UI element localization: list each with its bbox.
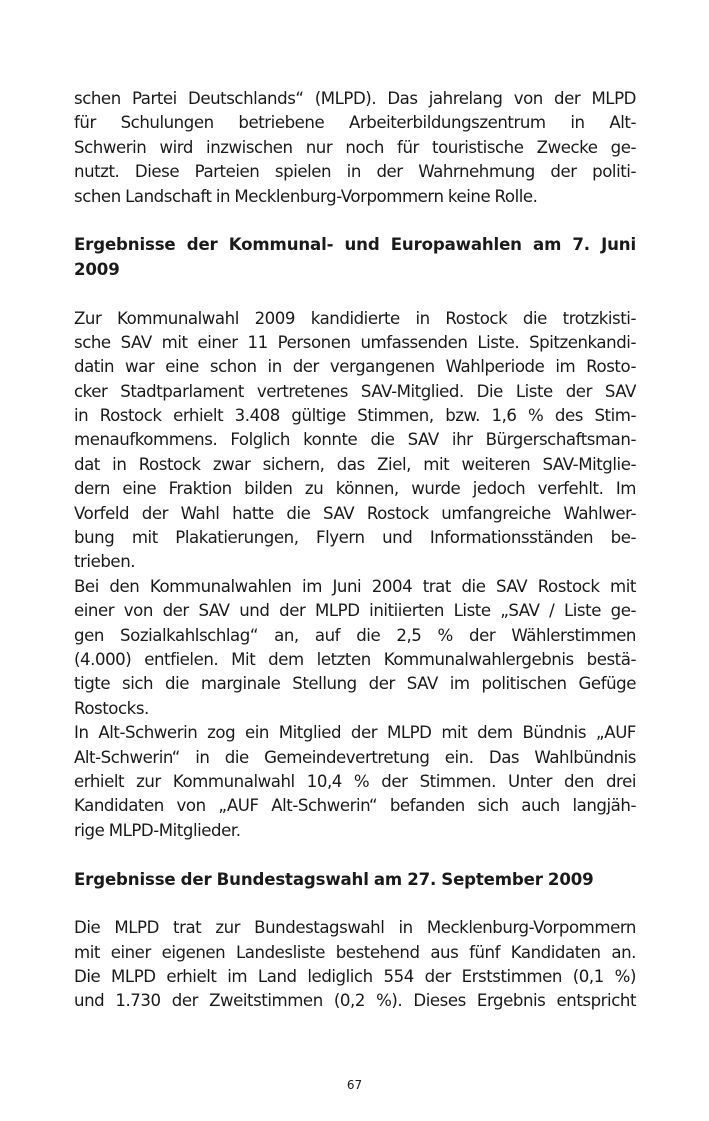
text-line: cker Stadtparlament vertretenes SAV-Mitglied. Die Liste der SAV [74,381,636,401]
text-line: trieben. [74,552,136,572]
text-line: Rostocks. [74,698,149,718]
text-line: für Schulungen betriebene Arbeiterbildungszentrum in Alt- [74,113,636,133]
text-line: rige MLPD-Mitglieder. [74,820,241,840]
text-line: nutzt. Diese Parteien spielen in der Wahrnehmung der politi- [74,162,636,182]
text-line: datin war eine schon in der vergangenen Wahlperiode im Rosto- [74,357,636,377]
section-heading-bundestagswahl [74,868,636,892]
text-line: schen Landschaft in Mecklenburg-Vorpommern keine Rolle. [74,186,538,206]
text-line: gen Sozialkahlschlag“ an, auf die 2,5 % der Wählerstimmen [74,625,636,645]
paragraph-spacer [74,892,636,916]
paragraph-alt-schwerin [74,721,636,843]
text-line: tigte sich die marginale Stellung der SAV im politischen Gefüge [74,674,636,694]
paragraph-mlpd-bundestagswahl [74,916,636,1014]
text-line: Bei den Kommunalwahlen im Juni 2004 trat die SAV Rostock mit [74,576,636,596]
text-line: Kandidaten von „AUF Alt-Schwerin“ befanden sich auch langjäh- [74,796,636,816]
paragraph-sav-rostock-2004 [74,575,636,721]
text-line: einer von der SAV und der MLPD initiierten Liste „SAV / Liste ge- [74,601,636,621]
paragraph-sav-rostock-2009 [74,307,636,575]
text-line: menaufkommens. Folglich konnte die SAV ihr Bürgerschaftsman- [74,430,636,450]
text-line: Alt-Schwerin“ in die Gemeindevertretung ein. Das Wahlbündnis [74,747,636,767]
text-line: Vorfeld der Wahl hatte die SAV Rostock umfangreiche Wahlwer- [74,503,636,523]
text-line: in Rostock erhielt 3.408 gültige Stimmen, bzw. 1,6 % des Stim- [74,406,636,426]
text-line: bung mit Plakatierungen, Flyern und Informationsständen be- [74,528,636,548]
heading-line: 2009 [74,259,120,279]
paragraph-spacer [74,209,636,233]
text-line: dat in Rostock zwar sichern, das Ziel, mit weiteren SAV-Mitglie- [74,454,636,474]
text-line: Zur Kommunalwahl 2009 kandidierte in Rostock die trotzkisti- [74,308,636,328]
paragraph-spacer [74,282,636,306]
text-line: sche SAV mit einer 11 Personen umfassenden Liste. Spitzenkandi- [74,332,636,352]
text-line: und 1.730 der Zweitstimmen (0,2 %). Dieses Ergebnis entspricht [74,991,636,1011]
text-line: dern eine Fraktion bilden zu können, wurde jedoch verfehlt. Im [74,479,636,499]
text-line: In Alt-Schwerin zog ein Mitglied der MLPD mit dem Bündnis „AUF [74,723,636,743]
heading-line: Ergebnisse der Kommunal- und Europawahlen am 7. Juni [74,235,636,255]
heading-line: Ergebnisse der Bundestagswahl am 27. September 2009 [74,869,594,889]
text-line: mit einer eigenen Landesliste bestehend aus fünf Kandidaten an. [74,942,636,962]
text-line: schen Partei Deutschlands“ (MLPD). Das jahrelang von der MLPD [74,89,636,108]
text-line: (4.000) entfielen. Mit dem letzten Kommunalwahlergebnis bestä- [74,649,636,669]
document-page [74,87,636,1014]
page-number: 67 [346,1078,363,1092]
text-line: Schwerin wird inzwischen nur noch für touristische Zwecke ge- [74,137,636,157]
text-line: erhielt zur Kommunalwahl 10,4 % der Stimmen. Unter den drei [74,771,636,791]
text-line: Die MLPD trat zur Bundestagswahl in Mecklenburg-Vorpommern [74,918,636,938]
paragraph-mlpd-intro [74,87,636,209]
text-line: Die MLPD erhielt im Land lediglich 554 der Erststimmen (0,1 %) [74,967,636,987]
paragraph-spacer [74,843,636,867]
section-heading-kommunalwahl [74,233,636,282]
